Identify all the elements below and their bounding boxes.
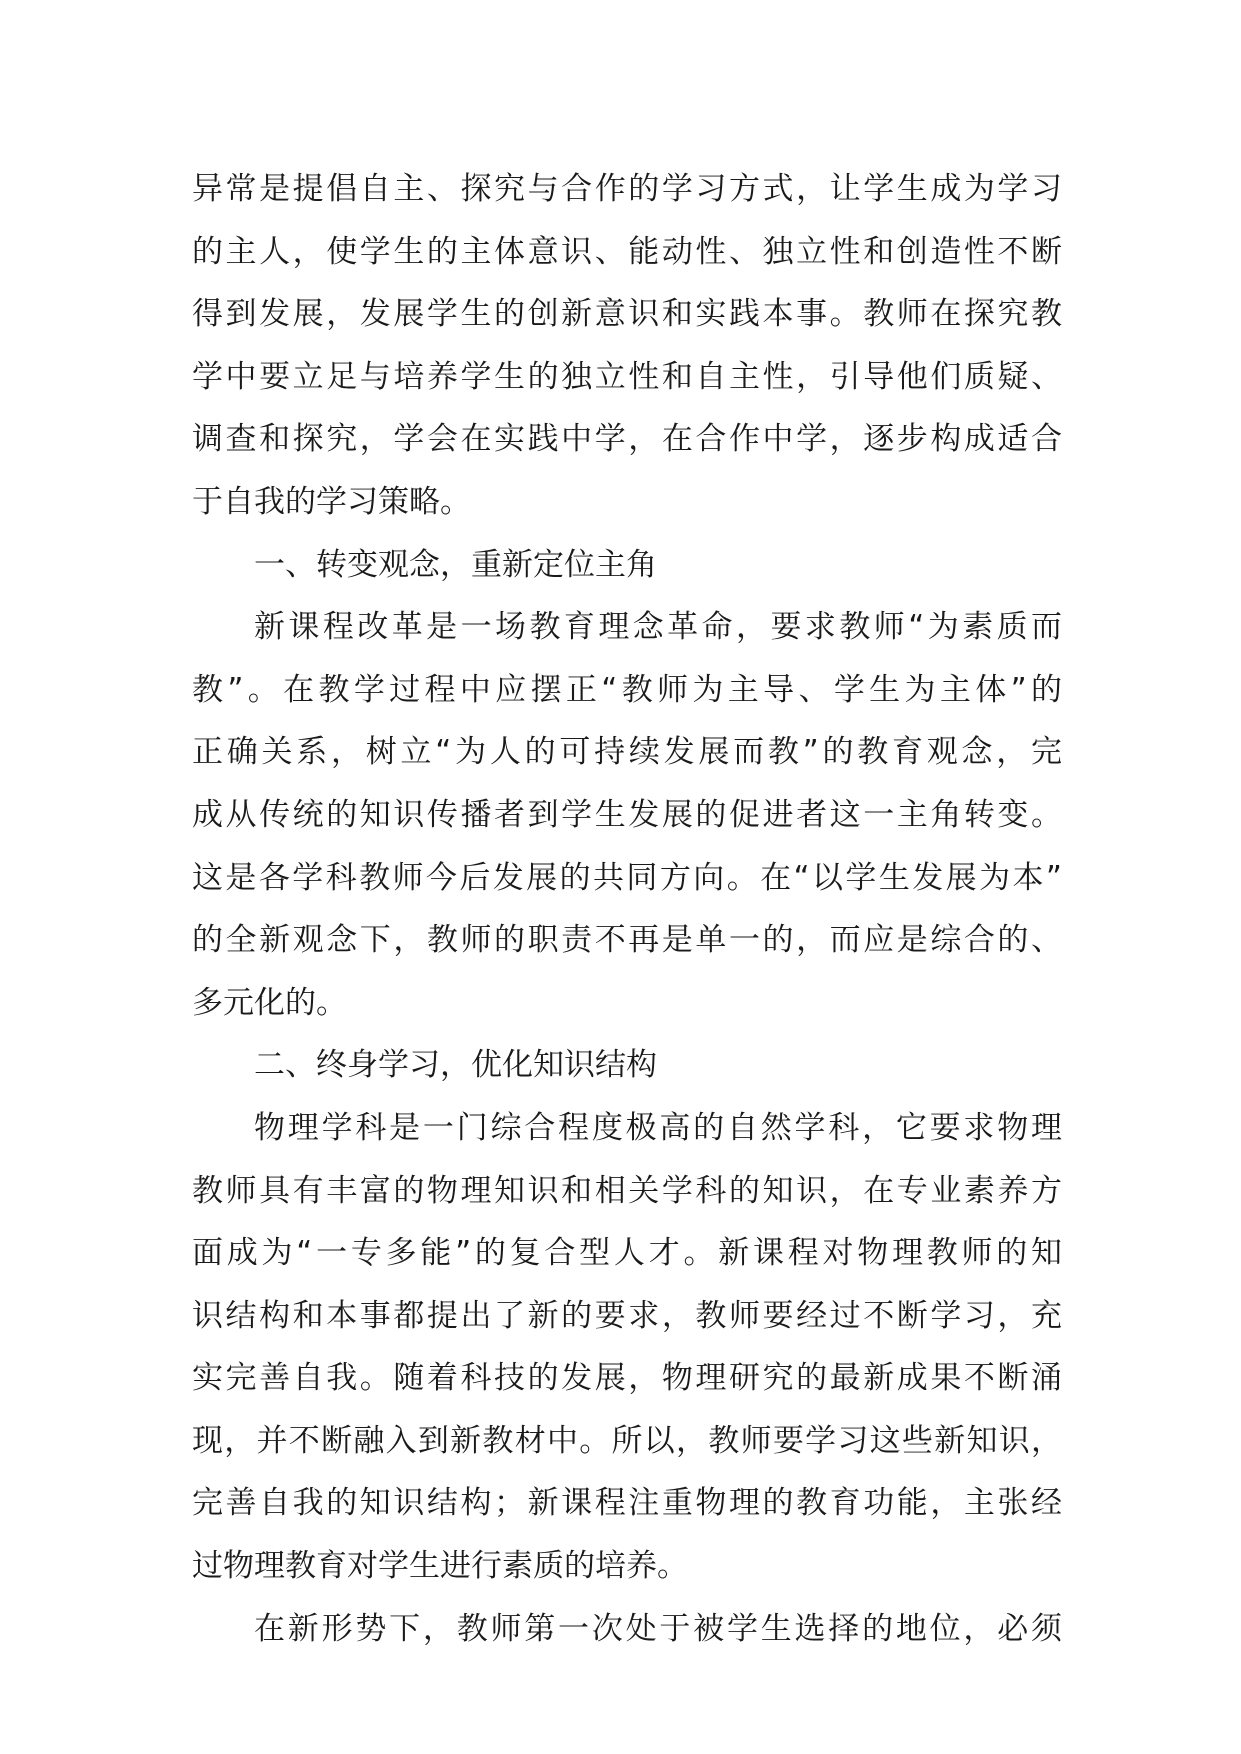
paragraph-line: 的全新观念下，教师的职责不再是单一的，而应是综合的、 <box>192 922 1062 959</box>
paragraph-line: 实完善自我。随着科技的发展，物理研究的最新成果不断涌 <box>192 1360 1062 1397</box>
paragraph-line: 正确关系，树立“为人的可持续发展而教”的教育观念，完 <box>192 734 1062 771</box>
paragraph-line: 于自我的学习策略。 <box>192 483 471 520</box>
paragraph-line: 现，并不断融入到新教材中。所以，教师要学习这些新知识， <box>192 1422 1062 1459</box>
paragraph-line: 完善自我的知识结构；新课程注重物理的教育功能，主张经 <box>192 1485 1062 1522</box>
paragraph-line: 面成为“一专多能”的复合型人才。新课程对物理教师的知 <box>192 1235 1062 1272</box>
paragraph-line: 的主人，使学生的主体意识、能动性、独立性和创造性不断 <box>192 233 1062 270</box>
paragraph-line: 在新形势下，教师第一次处于被学生选择的地位，必须 <box>254 1610 1062 1647</box>
paragraph-line: 识结构和本事都提出了新的要求，教师要经过不断学习，充 <box>192 1297 1062 1334</box>
paragraph-line: 教”。在教学过程中应摆正“教师为主导、学生为主体”的 <box>192 671 1062 708</box>
paragraph-line: 异常是提倡自主、探究与合作的学习方式，让学生成为学习 <box>192 171 1062 207</box>
document-body <box>192 158 1062 1660</box>
paragraph-line: 调查和探究，学会在实践中学，在合作中学，逐步构成适合 <box>192 421 1062 458</box>
section-heading: 一、转变观念，重新定位主角 <box>254 546 657 583</box>
paragraph-line: 多元化的。 <box>192 984 347 1021</box>
section-heading: 二、终身学习，优化知识结构 <box>254 1047 657 1084</box>
paragraph-line: 教师具有丰富的物理知识和相关学科的知识，在专业素养方 <box>192 1172 1062 1209</box>
paragraph-line: 过物理教育对学生进行素质的培养。 <box>192 1548 688 1585</box>
paragraph-line: 这是各学科教师今后发展的共同方向。在“以学生发展为本” <box>192 859 1062 896</box>
paragraph-line: 新课程改革是一场教育理念革命，要求教师“为素质而 <box>254 609 1062 646</box>
paragraph-line: 得到发展，发展学生的创新意识和实践本事。教师在探究教 <box>192 296 1062 333</box>
paragraph-line: 物理学科是一门综合程度极高的自然学科，它要求物理 <box>254 1109 1062 1146</box>
paragraph-line: 成从传统的知识传播者到学生发展的促进者这一主角转变。 <box>192 796 1062 833</box>
paragraph-line: 学中要立足与培养学生的独立性和自主性，引导他们质疑、 <box>192 358 1062 395</box>
